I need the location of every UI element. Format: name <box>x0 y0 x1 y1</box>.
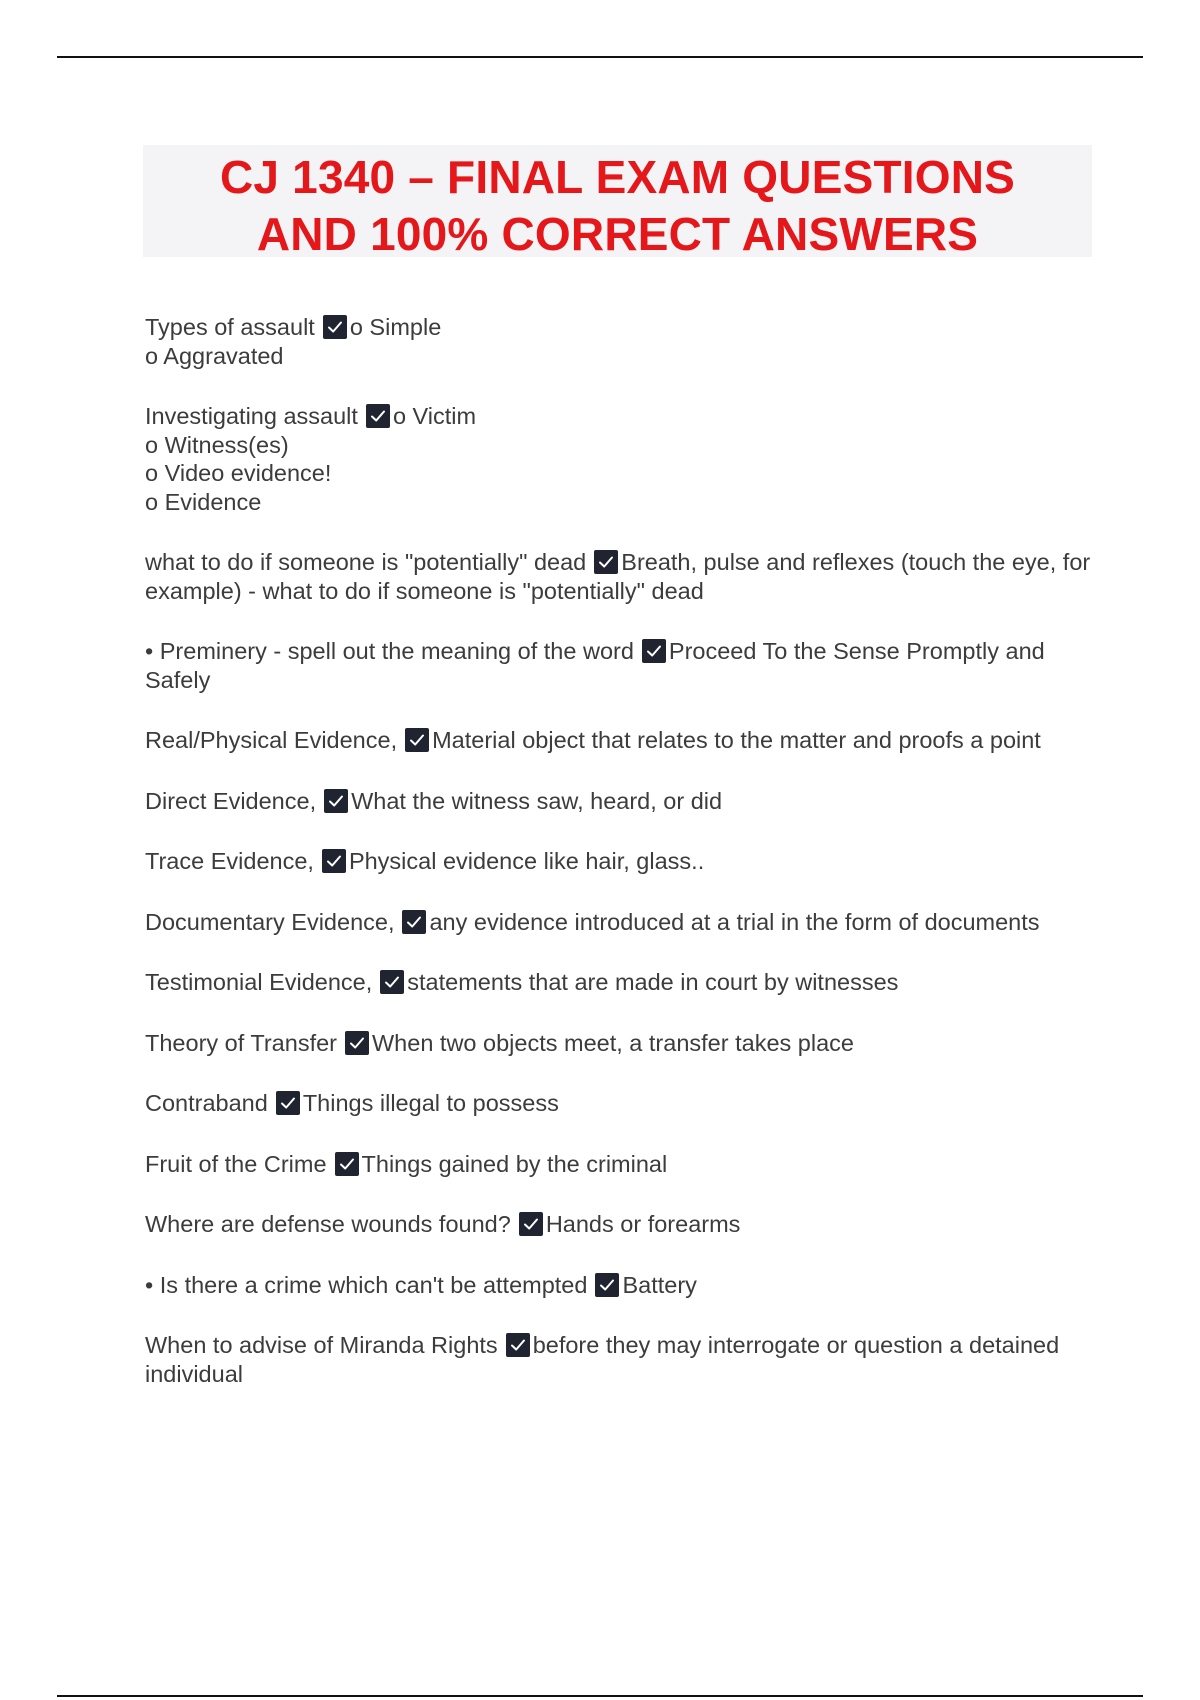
qa-item <box>145 548 1095 605</box>
checkmark-box-icon <box>380 970 404 994</box>
title-banner <box>143 145 1092 260</box>
answer-text: Battery <box>622 1271 697 1298</box>
qa-first-line <box>145 968 1095 997</box>
question-text: Real/Physical Evidence, <box>145 727 398 753</box>
question-text: Direct Evidence, <box>145 787 317 814</box>
answer-text: What the witness saw, heard, or did <box>351 787 723 814</box>
answer-text: Proceed To the Sense Promptly and Safely <box>145 638 1045 693</box>
checkmark-box-icon <box>366 404 390 428</box>
question-text: Contraband <box>145 1090 268 1116</box>
checkmark-box-icon <box>324 789 348 813</box>
qa-item <box>145 908 1095 937</box>
qa-item <box>145 787 1095 816</box>
question-text: Where are defense wounds found? <box>145 1211 511 1237</box>
qa-item <box>145 1150 1095 1179</box>
qa-first-line <box>145 787 1095 816</box>
qa-first-line <box>145 313 1095 342</box>
answer-text: When two objects meet, a transfer takes place <box>372 1029 854 1056</box>
checkmark-box-icon <box>335 1152 359 1176</box>
qa-first-line <box>145 847 1095 876</box>
qa-first-line <box>145 726 1095 755</box>
checkmark-box-icon <box>322 849 346 873</box>
qa-first-line <box>145 637 1095 694</box>
answer-text: Material object that relates to the matter and proofs a point <box>432 727 1041 753</box>
qa-first-line <box>145 1331 1095 1388</box>
checkmark-box-icon <box>345 1031 369 1055</box>
question-text: When to advise of Miranda Rights <box>145 1332 498 1358</box>
question-text: Types of assault <box>145 314 315 340</box>
page-title-line-1: CJ 1340 – FINAL EXAM QUESTIONS <box>219 151 1016 203</box>
answer-list-item: o Evidence <box>145 488 262 515</box>
answer-text: Hands or forearms <box>545 1211 741 1237</box>
checkmark-box-icon <box>595 1273 619 1297</box>
bottom-divider <box>57 1695 1143 1697</box>
top-divider <box>57 56 1143 58</box>
question-text: • Preminery - spell out the meaning of the word <box>145 638 634 664</box>
qa-first-line <box>145 1029 1095 1058</box>
checkmark-box-icon <box>506 1333 530 1357</box>
answer-list-item: o Witness(es) <box>145 431 289 458</box>
question-text: Fruit of the Crime <box>145 1150 327 1177</box>
qa-first-line <box>145 1089 1095 1118</box>
answer-text: Breath, pulse and reflexes (touch the eye, for example) - what to do if someone is "potentially" dead <box>145 549 1091 604</box>
answer-text: statements that are made in court by witnesses <box>407 969 899 995</box>
qa-item <box>145 1089 1095 1118</box>
answer-text: Things illegal to possess <box>302 1090 559 1116</box>
checkmark-box-icon <box>405 728 429 752</box>
qa-first-line <box>145 548 1095 605</box>
qa-first-line <box>145 1210 1095 1239</box>
qa-first-line <box>145 402 1095 431</box>
page-title-line-2: AND 100% CORRECT ANSWERS <box>256 208 979 260</box>
answer-text: any evidence introduced at a trial in the form of documents <box>429 908 1040 935</box>
qa-item <box>145 847 1095 876</box>
checkmark-box-icon <box>594 550 618 574</box>
answer-text: Physical evidence like hair, glass.. <box>348 848 705 874</box>
qa-item <box>145 1271 1095 1300</box>
answer-text: before they may interrogate or question a detained individual <box>145 1332 1060 1387</box>
answer-text: o Simple <box>349 314 442 340</box>
answer-text: o Victim <box>392 403 477 429</box>
answer-list-item: o Aggravated <box>145 342 284 369</box>
question-text: Testimonial Evidence, <box>145 969 373 995</box>
qa-item <box>145 637 1095 694</box>
checkmark-box-icon <box>519 1212 543 1236</box>
qa-item <box>145 1029 1095 1058</box>
question-text: • Is there a crime which can't be attempted <box>145 1271 588 1298</box>
qa-item <box>145 968 1095 997</box>
qa-item <box>145 402 1095 516</box>
qa-item <box>145 313 1095 370</box>
qa-item <box>145 1210 1095 1239</box>
qa-first-line <box>145 1150 1095 1179</box>
answer-text: Things gained by the criminal <box>361 1150 668 1177</box>
qa-item <box>145 726 1095 755</box>
question-text: Investigating assault <box>145 403 358 429</box>
qa-first-line <box>145 1271 1095 1300</box>
qa-item <box>145 1331 1095 1388</box>
answer-list-item: o Video evidence! <box>145 460 332 486</box>
checkmark-box-icon <box>276 1091 300 1115</box>
qa-first-line <box>145 908 1095 937</box>
checkmark-box-icon <box>323 315 347 339</box>
qa-list <box>145 313 1095 1420</box>
question-text: Theory of Transfer <box>145 1029 337 1056</box>
question-text: Documentary Evidence, <box>145 908 395 935</box>
checkmark-box-icon <box>642 639 666 663</box>
checkmark-box-icon <box>402 910 426 934</box>
question-text: what to do if someone is "potentially" dead <box>145 549 587 575</box>
question-text: Trace Evidence, <box>145 848 314 874</box>
